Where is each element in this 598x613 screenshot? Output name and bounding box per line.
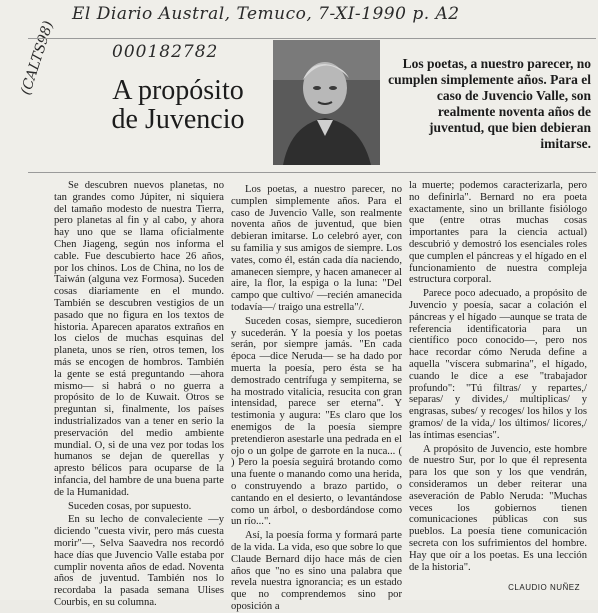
paragraph: Parece poco adecuado, a propósito de Juvencio y poesía, sacar a colación el páncreas y el hígado —aunque se trata de referencia identificatoria para un científico poco conocido—, pero nos hace recordar cómo Neruda define a aquella "víscera submarina", el hígado, cuando le dice a ese "trabajador profundo": "Tú filtras/ y repartes,/ separas/ y divides,/ multiplicas/ y engrasas, subes/ y recoges/ los hilos y los gramos/ de la vida,/ los últimos/ licores,/ las íntimas esencias". — [409, 288, 587, 441]
paragraph: En su lecho de convaleciente —y diciendo "cuesta vivir, pero más cuesta morir"—, Selva Saavedra nos recordó hace días que Juvencio Valle estaba por cumplir noventa años de edad. Noventa años de juventud. También nos lo recordaba la pasada semana Ulises Courbis, en su columna. — [54, 514, 224, 608]
handwritten-catalog-code: 000182782 — [112, 42, 219, 62]
pull-quote: Los poetas, a nuestro parecer, no cumplen simplemente años. Para el caso de Juvencio Valle, son realmente noventa años de juventud, que bien debieran imitarse. — [388, 56, 591, 151]
headline-line-2: de Juvencio — [111, 104, 245, 135]
paragraph: la muerte; podemos caracterizarla, pero no definirla". Bernard no era poeta exactamente, sino un brillante fisiólogo que (entre otras muchas cosas importantes para la ciencia actual) descubrió y demostró los esenciales roles que cumplen el páncreas y el hígado en el funcionamiento de nuestra compleja estructura corporal. — [409, 180, 587, 286]
top-rule — [28, 38, 596, 39]
paragraph: Así, la poesía forma y formará parte de la vida. La vida, eso que sobre lo que Claude Bernard dijo hace más de cien años que "no es sino una palabra que revela nuestra ignorancia; es un estado que no comprendemos sino por oposición a — [231, 530, 402, 612]
author-portrait-photo — [273, 40, 380, 165]
headline-line-1: A propósito — [112, 75, 244, 106]
paragraph: Se descubren nuevos planetas, no tan grandes como Júpiter, ni siquiera del tamaño modesto de nuestra Tierra, pero planetas al fin y al cabo, y ahora hay uno que se llama oficialmente Chen Jiageng, según nos informa el cable. Fue descubierto hace 26 años, por los chinos. Los de China, no los de Taiwán (alguna vez Formosa). Suceden cosas diariamente en el mundo. También se descubren vestigios de un pasado que no figura en los textos de historia. Aparecen aparatos extraños en los cielos de muchas esquinas del planeta, unos se ríen, otros temen, los más se encogen de hombros. También la gente se está preguntando —ahora mismo— si habrá o no guerra a propósito de lo de Kuwait. Otros se preguntan si, finalmente, los países industrializados van a tener en serio la preservación del medio ambiente mundial. O, si de una vez por todas los humanos se dejan de querellas y apresto bélicos para ocuparse de la infancia, del hambre de una buena parte de la Humanidad. — [54, 180, 224, 498]
article-column-1 — [54, 180, 224, 609]
article-column-2 — [231, 184, 402, 613]
section-rule — [28, 172, 596, 173]
article-column-3 — [409, 180, 587, 573]
paragraph: Los poetas, a nuestro parecer, no cumplen simplemente años. Para el caso de Juvencio Valle, son realmente noventa años de juventud, que bien debieran imitarse. Lo celebró ayer, con su familia y sus amigos de siempre. Los vates, como él, están cada día naciendo, amanecen siempre, y hacen amanecer al aire, la flor, la espiga o la luna: "Del campo que cultivo/ —recién amanecida todavía—/ traigo una estrella"/. — [231, 184, 402, 313]
handwritten-margin-note: (CALTS98) — [18, 19, 57, 97]
author-signature: CLAUDIO NUÑEZ — [508, 583, 580, 592]
paragraph: A propósito de Juvencio, este hombre de nuestro Sur, por lo que él representa para los que son y los que vendrán, consideramos un deber reiterar una aseveración de Pablo Neruda: "Muchas veces los gobiernos tienen comunicaciones públicas con sus pueblos. La poesía tiene comunicación secreta con los sufrimientos del hombre. Hay que oír a los poetas. Es una lección de la historia". — [409, 443, 587, 573]
handwritten-source-note: El Diario Austral, Temuco, 7-XI-1990 p. A2 — [72, 4, 460, 24]
paragraph: Suceden cosas, por supuesto. — [68, 500, 192, 512]
article-headline — [83, 76, 273, 134]
paragraph: Suceden cosas, siempre, sucedieron y sucederán. Y la poesía y los poetas serán, por siempre jamás. "En cada época —dice Neruda— se ha dado por muerta la poesía, pero ésta se ha demostrado centrífuga y sempiterna, se ha mostrado vitalicia, resucita con gran intensidad, parece ser eterna". Y testimonia y augura: "Es claro que los enemigos de la poesía siempre pretendieron asestarle una pedrada en el ojo o un golpe de garrote en la nuca... ( ) Pero la poesía seguirá brotando como una fuente o manando como una herida, o construyendo a brazo partido, o cantando en el desierto, o levantándose como un árbol, o desbordándose como un río...". — [231, 315, 402, 528]
